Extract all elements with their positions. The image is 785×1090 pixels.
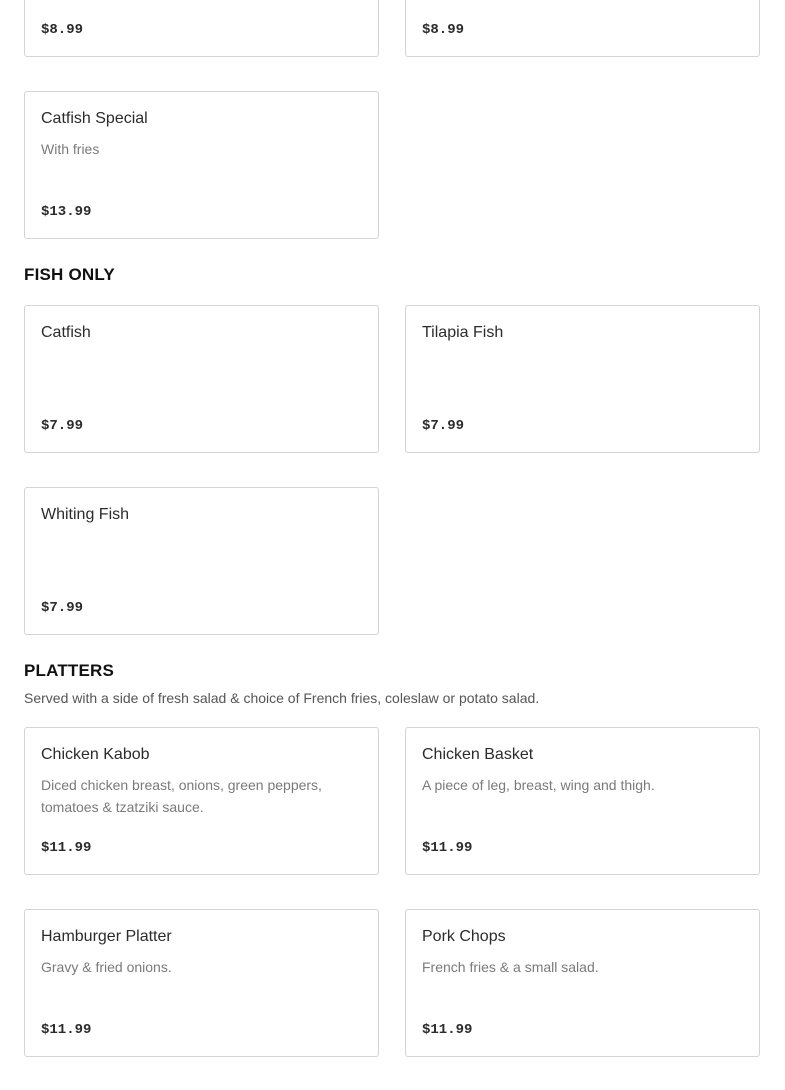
menu-item-card[interactable]: [24, 727, 379, 875]
menu-item-card[interactable]: [405, 909, 760, 1057]
menu-item-price: $11.99: [422, 1022, 473, 1038]
menu-item-card[interactable]: [24, 487, 379, 635]
menu-item-price: $7.99: [41, 600, 84, 616]
menu-item-price: $11.99: [422, 840, 473, 856]
menu-item-price: $7.99: [422, 418, 465, 434]
menu-item-description: Gravy & fried onions.: [41, 959, 172, 975]
menu-item-price: $11.99: [41, 1022, 92, 1038]
menu-item-name: Hamburger Platter: [41, 928, 172, 945]
menu-item-price: $8.99: [422, 22, 465, 38]
menu-item-price: $7.99: [41, 418, 84, 434]
menu-item-name: Tilapia Fish: [422, 324, 504, 341]
menu-item-name: Whiting Fish: [41, 506, 130, 523]
menu-item-description: French fries & a small salad.: [422, 959, 599, 975]
section-description: Served with a side of fresh salad & choice of French fries, coleslaw or potato salad.: [24, 690, 540, 706]
menu-item-card[interactable]: [24, 0, 379, 57]
menu-item-price: $8.99: [41, 22, 84, 38]
menu-item-description: A piece of leg, breast, wing and thigh.: [422, 777, 655, 793]
section-title-fish-only: FISH ONLY: [24, 265, 115, 284]
menu-item-card[interactable]: [405, 305, 760, 453]
menu-item-name: Chicken Kabob: [41, 746, 150, 763]
menu-item-description: With fries: [41, 141, 100, 157]
menu-item-description: Diced chicken breast, onions, green peppers, tomatoes & tzatziki sauce.: [41, 777, 322, 815]
menu-item-price: $13.99: [41, 204, 92, 220]
menu-item-name: Catfish Special: [41, 110, 148, 127]
menu-item-card[interactable]: [24, 909, 379, 1057]
menu-item-card[interactable]: [405, 0, 760, 57]
menu-item-card[interactable]: [24, 305, 379, 453]
menu-item-name: Catfish: [41, 324, 91, 341]
menu-item-price: $11.99: [41, 840, 92, 856]
section-title-platters: PLATTERS: [24, 661, 115, 680]
menu-item-name: Pork Chops: [422, 928, 506, 945]
menu-item-card[interactable]: [24, 91, 379, 239]
menu-item-card[interactable]: [405, 727, 760, 875]
menu-item-name: Chicken Basket: [422, 746, 534, 763]
